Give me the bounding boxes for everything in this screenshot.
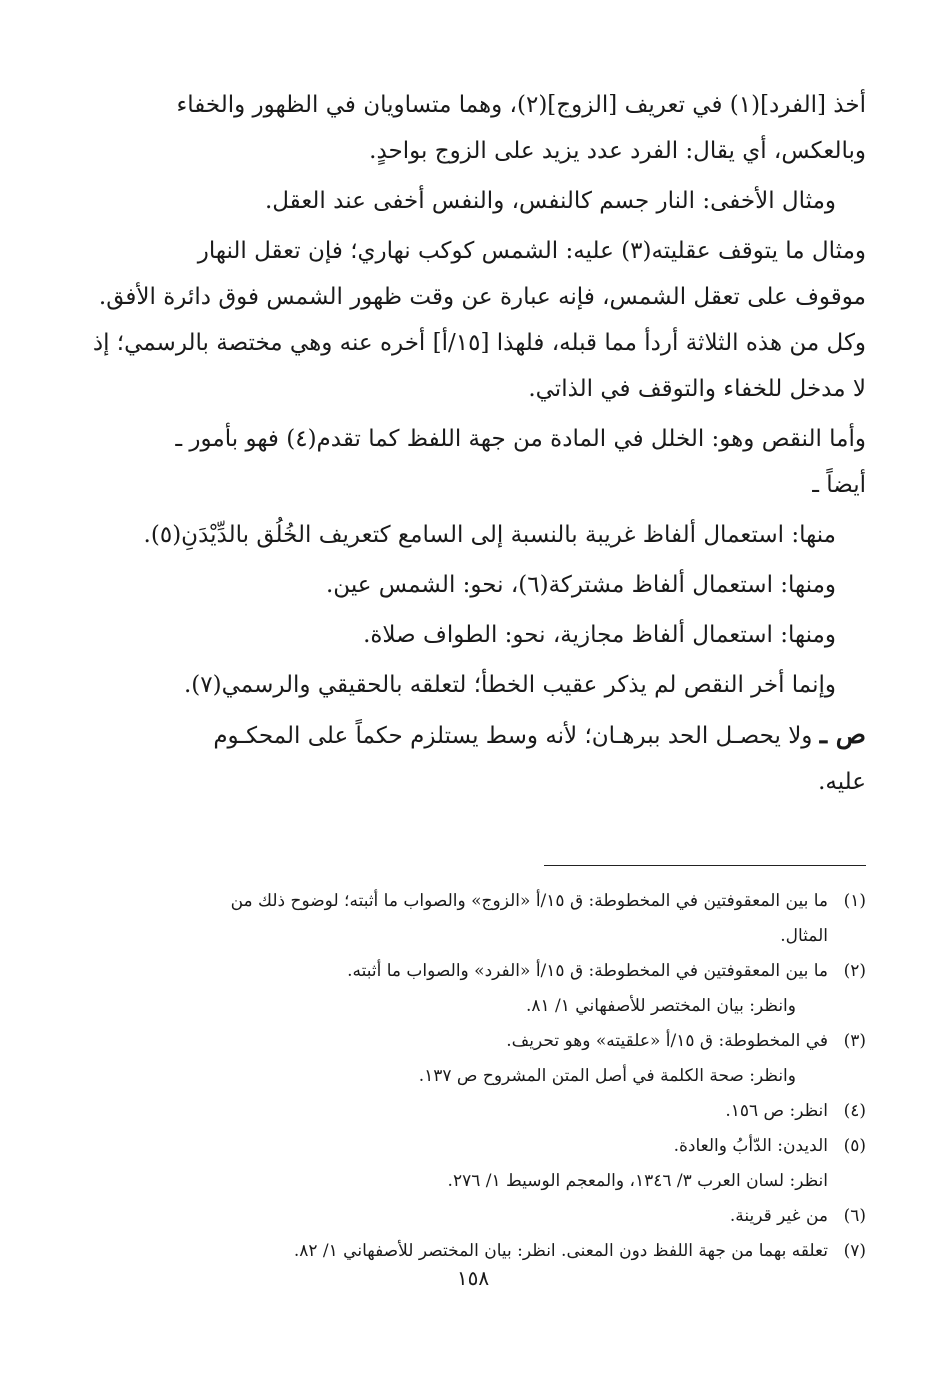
paragraph-4: [80, 416, 866, 508]
sad-label: ص ـ: [819, 720, 866, 749]
page-number: ١٥٨: [456, 1266, 490, 1290]
text-line: وبالعكس، أي يقال: الفرد عدد يزيد على الزوج بواحدٍ.: [369, 138, 866, 164]
text-line: لا مدخل للخفاء والتوقف في الذاتي.: [528, 376, 866, 402]
page-body: [80, 82, 866, 1269]
text-line: ومنها: استعمال ألفاظ مجازية، نحو: الطواف صلاة.: [363, 622, 836, 648]
paragraph-6: [80, 562, 866, 608]
text-line: منها: استعمال ألفاظ غريبة بالنسبة إلى السامع كتعريف الخُلُق بالدِّيْدَنِ(٥).: [143, 522, 836, 548]
text-line: أخذ [الفرد](١) في تعريف [الزوج](٢)، وهما متساويان في الظهور والخفاء: [176, 92, 866, 118]
footnote-divider: [544, 865, 866, 866]
footnote-number: (١): [843, 891, 866, 911]
text-line: وإنما أخر النقص لم يذكر عقيب الخطأ؛ لتعلقه بالحقيقي والرسمي(٧).: [183, 672, 836, 698]
text-line: وأما النقص وهو: الخلل في المادة من جهة اللفظ كما تقدم(٤) فهو بأمور ـ: [175, 426, 866, 452]
footnote-number: (٢): [843, 961, 866, 981]
paragraph-2: [80, 178, 866, 224]
footnote-5-sub: [80, 1164, 866, 1199]
footnote-number: (٤): [843, 1101, 866, 1121]
footnote-text: من غير قرينة.: [729, 1206, 828, 1226]
footnote-number: (٣): [843, 1031, 866, 1051]
footnote-text: وانظر: بيان المختصر للأصفهاني ١/ ٨١.: [525, 996, 796, 1016]
footnote-number: (٦): [843, 1206, 866, 1226]
footnote-3-sub: [80, 1059, 866, 1094]
footnote-number: (٧): [843, 1241, 866, 1261]
text-line: عليه.: [818, 769, 866, 795]
text-line: موقوف على تعقل الشمس، فإنه عبارة عن وقت ظهور الشمس فوق دائرة الأفق.: [98, 284, 866, 310]
footnotes: [80, 884, 866, 1269]
paragraph-5: [80, 512, 866, 558]
footnote-number: (٥): [843, 1136, 866, 1156]
footnote-1-continued: [80, 919, 866, 954]
footnote-2-sub: [80, 989, 866, 1024]
paragraph-8: [80, 662, 866, 708]
footnote-text: ما بين المعقوفتين في المخطوطة: ق ١٥/أ «الفرد» والصواب ما أثبته.: [347, 961, 828, 981]
text-line: ومنها: استعمال ألفاظ مشتركة(٦)، نحو: الشمس عين.: [326, 572, 836, 598]
footnote-text: وانظر: صحة الكلمة في أصل المتن المشروح ص ١٣٧.: [418, 1066, 796, 1086]
text-line: وكل من هذه الثلاثة أردأ مما قبله، فلهذا [١٥/أ] أخره عنه وهي مختصة بالرسمي؛ إذ: [92, 330, 866, 356]
footnote-7: [80, 1234, 866, 1269]
footnote-text: الديدن: الدّأبُ والعادة.: [673, 1136, 828, 1156]
footnote-text: انظر: ص ١٥٦.: [725, 1101, 828, 1121]
text-line: أيضاً ـ: [812, 472, 866, 498]
footnote-text: تعلقه بهما من جهة اللفظ دون المعنى. انظر: بيان المختصر للأصفهاني ١/ ٨٢.: [293, 1241, 828, 1261]
footnote-3: [80, 1024, 866, 1059]
footnote-2: [80, 954, 866, 989]
text-line: ومثال الأخفى: النار جسم كالنفس، والنفس أخفى عند العقل.: [264, 188, 836, 214]
footnote-5: [80, 1129, 866, 1164]
footnote-4: [80, 1094, 866, 1129]
footnote-6: [80, 1199, 866, 1234]
paragraph-7: [80, 612, 866, 658]
paragraph-1: [80, 82, 866, 174]
footnote-text: في المخطوطة: ق ١٥/أ «علقيته» وهو تحريف.: [506, 1031, 828, 1051]
main-text: [80, 82, 866, 805]
paragraph-3: [80, 228, 866, 412]
footnote-text: ما بين المعقوفتين في المخطوطة: ق ١٥/أ «الزوج» والصواب ما أثبته؛ لوضوح ذلك من: [230, 891, 828, 911]
footnote-text: انظر: لسان العرب ٣/ ١٣٤٦، والمعجم الوسيط ١/ ٢٧٦.: [447, 1171, 828, 1191]
footnote-text: المثال.: [780, 926, 828, 946]
paragraph-9: [80, 712, 866, 805]
text-line: ومثال ما يتوقف عقليته(٣) عليه: الشمس كوكب نهاري؛ فإن تعقل النهار: [197, 238, 866, 264]
footnote-1: [80, 884, 866, 919]
text-line: ولا يحصـل الحد ببرهـان؛ لأنه وسط يستلزم حكماً على المحكـوم: [213, 723, 813, 749]
